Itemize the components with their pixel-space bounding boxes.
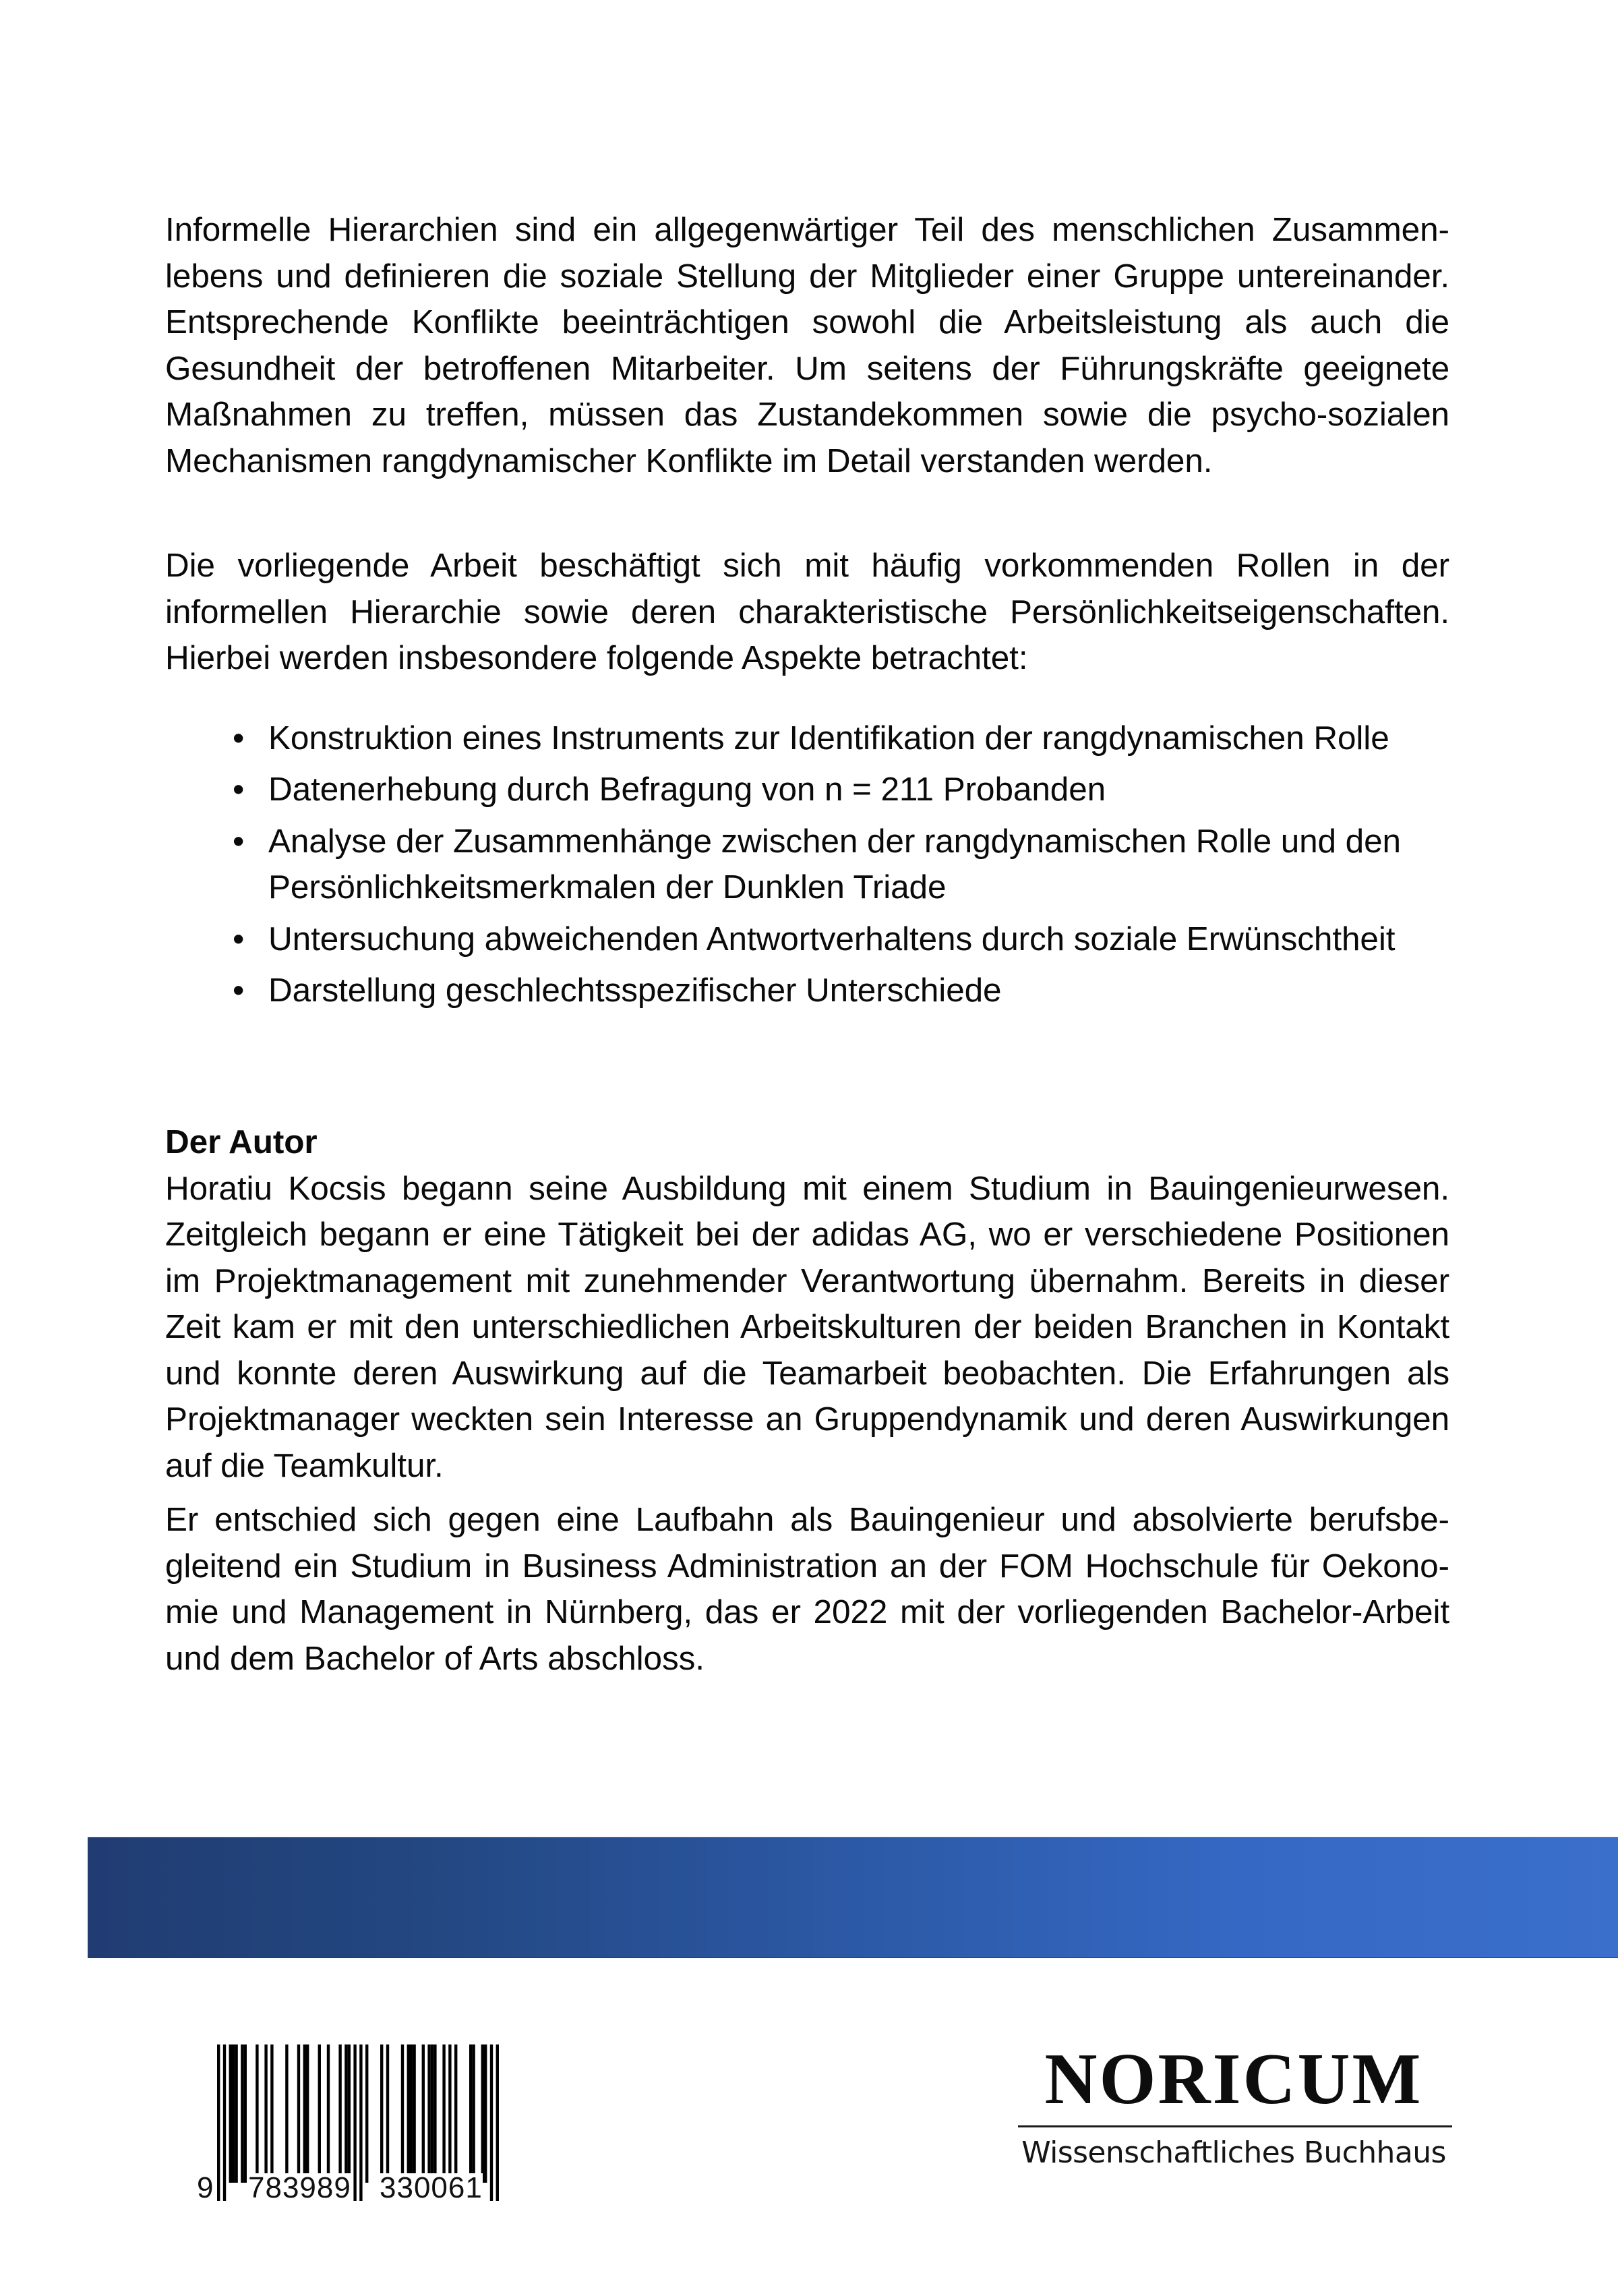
barcode-bar bbox=[241, 2044, 243, 2183]
barcode-bar bbox=[256, 2044, 258, 2183]
bullet-icon: • bbox=[233, 920, 245, 958]
barcode-bar bbox=[469, 2044, 472, 2183]
barcode-bar bbox=[472, 2044, 475, 2183]
barcode-bar bbox=[338, 2044, 341, 2183]
barcode-bar bbox=[431, 2044, 433, 2183]
barcode-bar bbox=[496, 2044, 499, 2201]
barcode-bar bbox=[481, 2044, 484, 2183]
publisher-divider bbox=[1018, 2125, 1452, 2127]
barcode-bar bbox=[365, 2044, 368, 2183]
barcode-bar bbox=[327, 2044, 330, 2183]
barcode-bar bbox=[318, 2044, 321, 2183]
publisher-tagline: Wissenschaftliches Buchhaus bbox=[1021, 2136, 1446, 2170]
barcode-bar bbox=[353, 2044, 356, 2201]
barcode-bar bbox=[422, 2044, 425, 2183]
list-item bbox=[165, 767, 1449, 813]
list-item bbox=[165, 968, 1449, 1014]
barcode-bar bbox=[264, 2044, 267, 2183]
barcode-bar bbox=[413, 2044, 415, 2183]
author-paragraph-1: Horatiu Kocsis begann seine Ausbildung mit einem Studium in Bauingenieurwesen. Zeitgleich begann er eine Tätigkeit bei der adidas AG, wo er verschiedene Positionen im Projektmanagement mit zunehmender Verantwortung übernahm. Bereits in dieser Zeit kam er mit den unterschiedlichen Arbeitskulturen der beiden Branchen in Kontakt und konnte deren Auswirkung auf die Teamarbeit beobachten. Die Erfahrungen als Projektmanager weckten sein Interesse an Gruppendynamik und deren Auswirkungen auf die Teamkultur. bbox=[165, 1169, 1449, 1484]
list-item bbox=[165, 916, 1449, 963]
barcode-bar bbox=[223, 2044, 226, 2201]
barcode-bar bbox=[484, 2044, 487, 2183]
barcode-bar bbox=[235, 2044, 237, 2183]
barcode-bar bbox=[386, 2044, 389, 2183]
barcode-bar bbox=[303, 2044, 306, 2183]
bullet-icon: • bbox=[233, 972, 245, 1009]
barcode-bar bbox=[359, 2044, 362, 2201]
list-item-text: Darstellung geschlechtsspezifischer Unterschiede bbox=[268, 972, 1002, 1009]
list-item-text: Untersuchung abweichenden Antwortverhaltens durch soziale Erwünschtheit bbox=[268, 920, 1396, 958]
author-section bbox=[165, 1119, 1449, 1682]
barcode-bar bbox=[229, 2044, 232, 2183]
barcode-bar bbox=[433, 2044, 436, 2183]
barcode-bar bbox=[410, 2044, 413, 2183]
focus-lead-in: Die vorliegende Arbeit beschäftigt sich mit häufig vorkommenden Rollen in der informellen Hierarchie sowie deren charakteristische Persönlichkeitseigenschaften. Hierbei werden insbesondere folgende Aspekte betrachtet: bbox=[165, 547, 1449, 676]
barcode-bar bbox=[442, 2044, 445, 2183]
barcode-digits-right: 330061 bbox=[380, 2171, 483, 2204]
barcode-bar bbox=[232, 2044, 235, 2183]
barcode-bar bbox=[401, 2044, 404, 2183]
barcode-bar bbox=[490, 2044, 493, 2201]
barcode-bar bbox=[217, 2044, 220, 2201]
barcode-bar bbox=[297, 2044, 300, 2183]
list-item bbox=[165, 715, 1449, 762]
list-item bbox=[165, 819, 1449, 911]
aspect-list bbox=[165, 715, 1449, 1014]
barcode-bar bbox=[306, 2044, 309, 2183]
barcode-bar bbox=[380, 2044, 383, 2183]
barcode-bar bbox=[270, 2044, 273, 2183]
blue-gradient-banner bbox=[88, 1837, 1618, 1958]
list-item-text: Datenerhebung durch Befragung von n = 211 Probanden bbox=[268, 771, 1106, 808]
barcode-digit-first: 9 bbox=[197, 2171, 214, 2204]
barcode-digits-left: 783989 bbox=[248, 2171, 351, 2204]
publisher-logo bbox=[1011, 2039, 1456, 2170]
barcode-bar bbox=[407, 2044, 410, 2183]
barcode-bar bbox=[427, 2044, 430, 2183]
bullet-icon: • bbox=[233, 822, 245, 860]
list-item-text: Konstruktion eines Instruments zur Identifikation der rangdynamischen Rolle bbox=[268, 719, 1389, 757]
barcode-bar bbox=[448, 2044, 451, 2183]
barcode-bar bbox=[344, 2044, 347, 2183]
publisher-name: NORICUM bbox=[1044, 2039, 1423, 2119]
focus-section bbox=[165, 543, 1449, 1020]
barcode-bar bbox=[348, 2044, 351, 2183]
bullet-icon: • bbox=[233, 719, 245, 757]
barcode-bar bbox=[454, 2044, 457, 2183]
author-heading: Der Autor bbox=[165, 1123, 318, 1160]
barcode-bar bbox=[244, 2044, 247, 2183]
intro-section bbox=[165, 207, 1449, 484]
intro-paragraph: Informelle Hierarchien sind ein allgegenwärtiger Teil des menschlichen Zusammenlebens und definieren die soziale Stellung der Mitglieder einer Gruppe untereinander. Entsprechende Konflikte beeinträchtigen sowohl die Arbeitsleistung als auch die Gesundheit der betroffenen Mitarbeiter. Um seitens der Führungskräfte geeignete Maßnahmen zu treffen, müssen das Zustandekommen sowie die psycho-sozialen Mechanismen rangdynamischer Konflikte im Detail verstanden werden. bbox=[165, 211, 1449, 479]
bullet-icon: • bbox=[233, 771, 245, 808]
barcode-bar bbox=[285, 2044, 288, 2183]
list-item-text: Analyse der Zusammenhänge zwischen der rangdynamischen Rolle und den Persönlichkeitsmerkmalen der Dunklen Triade bbox=[268, 822, 1401, 906]
author-paragraph-2: Er entschied sich gegen eine Laufbahn als Bauingenieur und absolvierte berufsbegleitend ein Studium in Business Administration an der FOM Hochschule für Oekonomie und Management in Nürnberg, das er 2022 mit der vorliegenden Bachelor-Arbeit und dem Bachelor of Arts abschloss. bbox=[165, 1501, 1449, 1677]
